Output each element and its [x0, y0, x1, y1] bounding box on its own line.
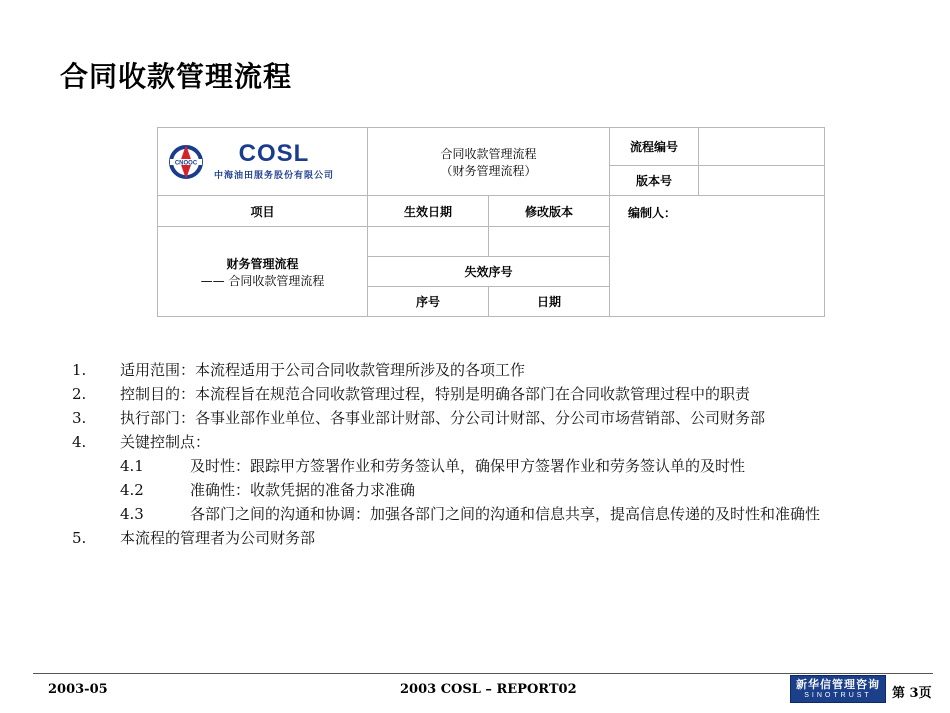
item-name: 财务管理流程: [226, 256, 299, 271]
process-category: （财务管理流程）: [440, 163, 537, 178]
process-name-cell: [368, 128, 610, 196]
footer-date: 2003-05: [48, 682, 108, 697]
item-name-cell: [158, 227, 368, 317]
sub-list-number: 4.3: [120, 505, 144, 523]
list-item: [72, 430, 892, 454]
list-text: 本流程的管理者为公司财务部: [120, 529, 316, 547]
list-item: [72, 526, 892, 550]
effective-date-value: [368, 227, 489, 257]
page-title: 合同收款管理流程: [60, 60, 293, 93]
author-label: 编制人：: [610, 196, 825, 317]
process-no-value: [699, 128, 825, 166]
list-number: 5.: [72, 529, 87, 547]
sub-list-item: [72, 502, 892, 526]
sinotrust-logo-en: SINOTRUST: [804, 692, 872, 699]
sub-list-text: 准确性：收款凭据的准备力求准确: [190, 481, 416, 499]
company-logo-cell: [158, 128, 368, 196]
version-no-value: [699, 166, 825, 196]
list-item: [72, 382, 892, 406]
date-label: 日期: [489, 287, 610, 317]
sub-list-number: 4.2: [120, 481, 144, 499]
item-sub: —— 合同收款管理流程: [200, 273, 325, 288]
content-list: [72, 358, 892, 550]
list-number: 4.: [72, 433, 87, 451]
header-item: 项目: [158, 196, 368, 227]
list-text: 执行部门：各事业部作业单位、各事业部计财部、分公司计财部、分公司市场营销部、公司财务部: [120, 409, 766, 427]
sinotrust-logo-cn: 新华信管理咨询: [796, 678, 880, 691]
logo-company-name: 中海油田服务股份有限公司: [214, 171, 335, 181]
list-number: 1.: [72, 361, 87, 379]
list-item: [72, 406, 892, 430]
invalid-no-label: 失效序号: [368, 257, 610, 287]
list-text: 控制目的：本流程旨在规范合同收款管理过程，特别是明确各部门在合同收款管理过程中的职责: [120, 385, 751, 403]
list-text: 适用范围：本流程适用于公司合同收款管理所涉及的各项工作: [120, 361, 526, 379]
list-text: 关键控制点：: [120, 433, 211, 451]
list-item: [72, 358, 892, 382]
company-logo: [158, 142, 367, 182]
logo-wordmark: COSL: [238, 140, 310, 167]
version-no-label: 版本号: [610, 166, 699, 196]
sub-list-item: [72, 478, 892, 502]
list-number: 2.: [72, 385, 87, 403]
process-no-label: 流程编号: [610, 128, 699, 166]
page-number: 第 3页: [892, 686, 932, 701]
cosl-emblem-icon: [166, 142, 210, 182]
footer-report-id: 2003 COSL – REPORT02: [400, 682, 577, 697]
process-info-table: [157, 127, 825, 317]
sub-list-item: [72, 454, 892, 478]
footer-divider: [33, 673, 933, 674]
process-name: 合同收款管理流程: [440, 146, 537, 161]
seq-label: 序号: [368, 287, 489, 317]
sinotrust-logo: [790, 675, 886, 703]
sub-list-text: 各部门之间的沟通和协调：加强各部门之间的沟通和信息共享，提高信息传递的及时性和准确性: [190, 505, 821, 523]
sub-list-number: 4.1: [120, 457, 144, 475]
header-effective-date: 生效日期: [368, 196, 489, 227]
sub-list-text: 及时性：跟踪甲方签署作业和劳务签认单，确保甲方签署作业和劳务签认单的及时性: [190, 457, 746, 475]
revision-value: [489, 227, 610, 257]
header-revision: 修改版本: [489, 196, 610, 227]
svg-text:CNOOC: CNOOC: [174, 160, 198, 166]
list-number: 3.: [72, 409, 87, 427]
